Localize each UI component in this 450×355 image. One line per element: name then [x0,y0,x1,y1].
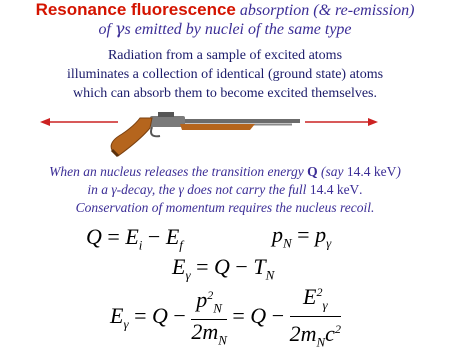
eq-operator: − [266,302,290,328]
fraction-denominator [290,317,341,354]
eq-subscript: N [213,299,222,315]
eq-subscript: γ [123,316,129,332]
explain-text: in a [87,182,108,197]
eq-subscript: N [218,332,227,348]
eq-symbol: Q [152,302,168,328]
eq-subscript: γ [185,267,191,283]
fraction-numerator [191,284,227,320]
eq-operator: − [167,302,192,328]
fraction-denominator [191,320,227,352]
explain-line-1 [0,163,450,181]
eq-subscript: N [283,235,292,251]
explain-text: . [359,182,363,197]
explain-Q: Q [307,164,318,179]
intro-paragraph [0,46,450,103]
eq-symbol: E [125,224,139,249]
fraction-momentum [191,284,227,353]
eq-symbol: Q [250,302,267,328]
explain-line-3: Conservation of momentum requires the nucleus recoil. [75,200,375,215]
explain-text: When an nucleus releases the transition energy [49,164,304,179]
explain-text: (say [321,164,344,179]
eq-symbol: c [325,321,335,347]
title-bold: Resonance fluorescence [35,0,236,19]
eq-operator: = [226,302,251,328]
eq-symbol: 2m [289,321,317,347]
eq-subscript: N [316,334,326,350]
slide-title [0,0,450,21]
eq-symbol: E [172,254,186,279]
eq-subscript: i [138,237,143,253]
eq-superscript: 2 [334,322,341,337]
eq-symbol: 2m [191,318,219,344]
eq-symbol: p [196,286,208,312]
eq-operator: = [190,254,214,279]
fraction-numerator [290,281,341,317]
eq-symbol: E [110,302,124,328]
recoil-illustration [0,100,450,170]
intro-line: Radiation from a sample of excited atoms [107,48,343,63]
explain-energy: 14.4 keV [346,164,397,179]
eq-operator: = [128,302,152,328]
eq-superscript: 2 [207,287,214,302]
explanation-paragraph [0,163,450,217]
eq-symbol: T [253,254,266,279]
eq-symbol: Q [214,254,230,279]
right-arrow-icon [305,118,378,126]
eq-superscript: 2 [316,285,323,299]
explain-text: does not carry the full [187,182,307,197]
equation-momentum [272,222,331,251]
eq-symbol: Q [86,224,102,249]
equation-gamma-energy [172,254,274,283]
left-arrow-icon [40,118,118,126]
explain-gamma: γ [178,182,184,197]
explain-text: , the [151,182,176,197]
rifle-icon [111,112,300,156]
eq-subscript: f [179,237,183,253]
eq-symbol: p [272,222,283,247]
title-of: of [98,21,111,38]
eq-symbol: E [165,224,180,249]
eq-subscript: N [265,267,275,283]
title-gamma: γ [114,19,125,38]
intro-line: illuminates a collection of identical (ground state) atoms [66,67,384,82]
eq-operator: − [142,224,166,249]
eq-symbol: E [302,284,317,309]
eq-operator: = [291,222,316,247]
explain-line-2 [0,181,450,199]
equation-recoil [110,281,341,355]
eq-subscript: γ [322,297,328,313]
eq-subscript: γ [326,235,332,251]
title-subtitle: absorption (& re-emission) [239,2,415,19]
title-line2-rest: s emitted by nuclei of the same type [124,21,352,38]
explain-text: ) [396,164,401,179]
equation-q [86,224,183,253]
eq-operator: − [229,254,254,279]
title-line-2 [0,19,450,40]
explain-decay: γ-decay [111,182,152,197]
fraction-energy [290,281,341,355]
eq-operator: = [101,224,126,249]
eq-symbol: p [315,222,327,247]
explain-energy: 14.4 keV [309,182,360,197]
intro-line: which can absorb them to become excited themselves. [72,86,377,101]
